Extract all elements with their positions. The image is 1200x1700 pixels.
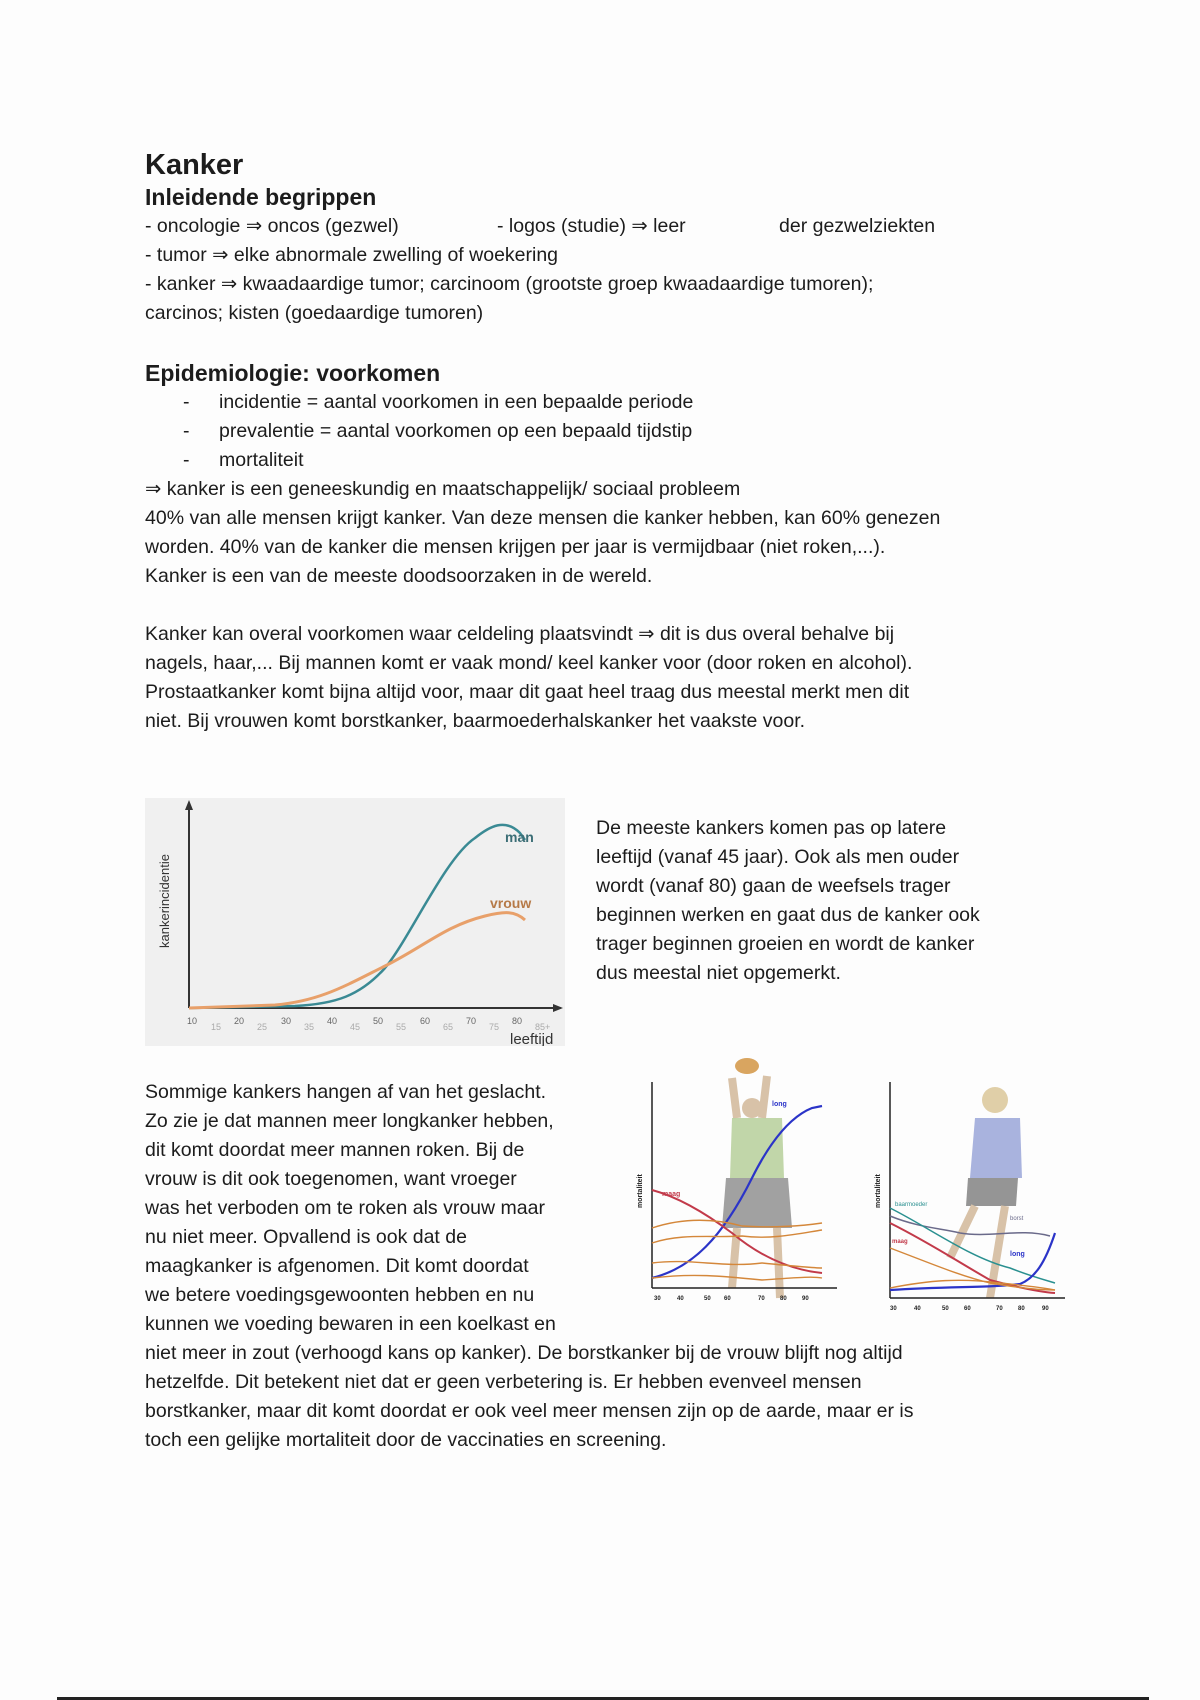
svg-text:70: 70 xyxy=(758,1296,765,1302)
svg-text:60: 60 xyxy=(964,1306,971,1312)
definition-line: - oncologie ⇒ oncos (gezwel) - logos (studie) ⇒ leer der gezwelziekten xyxy=(145,215,936,237)
svg-text:75: 75 xyxy=(489,1022,500,1032)
incidence-chart xyxy=(145,798,565,1046)
svg-text:65: 65 xyxy=(443,1022,454,1032)
paragraph-line: Kanker kan overal voorkomen waar celdeling plaatsvindt ⇒ dit is dus overal behalve bij xyxy=(145,623,895,645)
section-heading-inleidende-begrippen: Inleidende begrippen xyxy=(145,184,377,210)
svg-text:25: 25 xyxy=(257,1022,268,1032)
svg-text:50: 50 xyxy=(373,1016,384,1026)
svg-text:mortaliteit: mortaliteit xyxy=(875,1174,882,1208)
epidemiology-list xyxy=(145,388,1065,475)
page-title: Kanker xyxy=(145,149,244,181)
svg-text:35: 35 xyxy=(304,1022,315,1032)
svg-text:man: man xyxy=(505,829,534,845)
definition-line: - tumor ⇒ elke abnormale zwelling of woekering xyxy=(145,244,559,266)
svg-text:80: 80 xyxy=(1018,1306,1025,1312)
svg-text:leeftijd: leeftijd xyxy=(510,1031,554,1046)
svg-text:90: 90 xyxy=(1042,1306,1049,1312)
svg-text:20: 20 xyxy=(234,1016,245,1026)
svg-text:maag: maag xyxy=(892,1239,908,1245)
svg-text:90: 90 xyxy=(802,1296,809,1302)
svg-text:long: long xyxy=(772,1101,787,1108)
svg-text:long: long xyxy=(1010,1251,1025,1258)
document-body xyxy=(145,148,1065,736)
section-heading-epidemiologie: Epidemiologie: voorkomen xyxy=(145,360,441,386)
svg-text:40: 40 xyxy=(327,1016,338,1026)
svg-text:baarmoeder: baarmoeder xyxy=(895,1202,928,1208)
svg-text:15: 15 xyxy=(211,1022,222,1032)
paragraph-line: Prostaatkanker komt bijna altijd voor, maar dit gaat heel traag dus meestal merkt men dit xyxy=(145,681,910,703)
list-item: - incidentie = aantal voorkomen in een bepaalde periode xyxy=(183,388,1065,417)
svg-text:mortaliteit: mortaliteit xyxy=(637,1174,644,1208)
svg-text:45: 45 xyxy=(350,1022,361,1032)
svg-text:vrouw: vrouw xyxy=(490,895,532,911)
svg-text:40: 40 xyxy=(677,1296,684,1302)
gender-paragraph: Sommige kankers hangen af van het geslacht. Zo zie je dat mannen meer longkanker hebben, dit komt doordat meer mannen roken. Bij de vrouw is dit ook toegenomen, want vroeger was het verboden om te roken als vrouw maar nu niet meer. Opvallend is ook dat de maagkanker is afgenomen. Dit komt doordat we betere voedingsgewoonten hebben en nu kunnen we voeding bewaren in een koelkast en xyxy=(145,1081,556,1335)
svg-text:80: 80 xyxy=(780,1296,787,1302)
list-item: - prevalentie = aantal voorkomen op een bepaald tijdstip xyxy=(183,417,1065,446)
svg-text:30: 30 xyxy=(281,1016,292,1026)
svg-text:borst: borst xyxy=(1010,1216,1024,1222)
svg-text:60: 60 xyxy=(420,1016,431,1026)
svg-text:55: 55 xyxy=(396,1022,407,1032)
men-mortality-figure xyxy=(632,1058,842,1316)
paragraph-line: Kanker is een van de meeste doodsoorzaken in de wereld. xyxy=(145,565,653,587)
paragraph-line: 40% van alle mensen krijgt kanker. Van deze mensen die kanker hebben, kan 60% genezen xyxy=(145,507,941,529)
svg-text:kankerincidentie: kankerincidentie xyxy=(157,854,172,948)
svg-text:40: 40 xyxy=(914,1306,921,1312)
svg-text:10: 10 xyxy=(187,1016,198,1026)
list-item: - mortaliteit xyxy=(183,446,1065,475)
conclusion-paragraph: niet meer in zout (verhoogd kans op kanker). De borstkanker bij de vrouw blijft nog altijd hetzelfde. Dit betekent niet dat er geen verbetering is. Er hebben evenveel mensen borstkanker, maar dit komt doordat er ook veel meer mensen zijn op de aarde, maar er is toch een gelijke mortaliteit door de vaccinaties en screening. xyxy=(145,1342,914,1451)
incidence-explanation: De meeste kankers komen pas op latere leeftijd (vanaf 45 jaar). Ook als men ouder wordt (vanaf 80) gaan de weefsels trager beginnen werken en gaat dus de kanker ook trager beginnen groeien en wordt de kanker dus meestal niet opgemerkt. xyxy=(596,817,980,984)
paragraph-line: niet. Bij vrouwen komt borstkanker, baarmoederhalskanker het vaakste voor. xyxy=(145,710,806,732)
svg-text:30: 30 xyxy=(654,1296,661,1302)
svg-text:maag: maag xyxy=(662,1191,681,1198)
paragraph-line: nagels, haar,... Bij mannen komt er vaak mond/ keel kanker voor (door roken en alcohol). xyxy=(145,652,913,674)
svg-text:30: 30 xyxy=(890,1306,897,1312)
paragraph-line: ⇒ kanker is een geneeskundig en maatschappelijk/ sociaal probleem xyxy=(145,478,741,500)
svg-text:70: 70 xyxy=(996,1306,1003,1312)
paragraph-line: worden. 40% van de kanker die mensen krijgen per jaar is vermijdbaar (niet roken,...). xyxy=(145,536,886,558)
svg-text:50: 50 xyxy=(704,1296,711,1302)
incidence-chart-svg xyxy=(145,798,565,1046)
svg-text:70: 70 xyxy=(466,1016,477,1026)
women-mortality-figure xyxy=(870,1058,1070,1316)
svg-text:50: 50 xyxy=(942,1306,949,1312)
svg-text:60: 60 xyxy=(724,1296,731,1302)
definition-line: carcinos; kisten (goedaardige tumoren) xyxy=(145,302,484,324)
svg-text:85+: 85+ xyxy=(535,1022,551,1032)
svg-text:80: 80 xyxy=(512,1016,523,1026)
definition-line: - kanker ⇒ kwaadaardige tumor; carcinoom (grootste groep kwaadaardige tumoren); xyxy=(145,273,874,295)
